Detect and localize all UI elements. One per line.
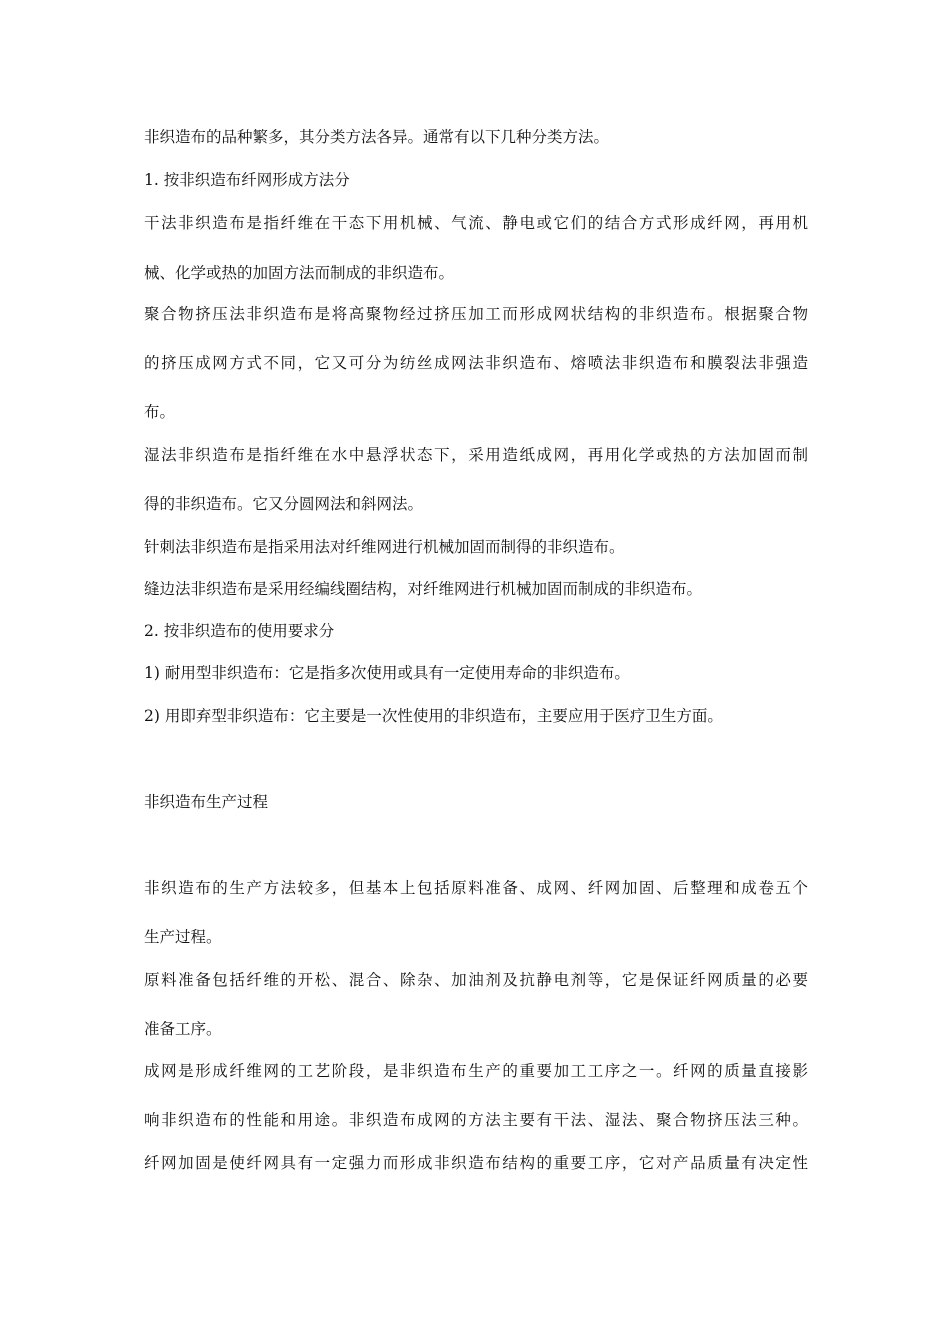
text-line: 干法非织造布是指纤维在干态下用机械、气流、静电或它们的结合方式形成纤网，再用机: [144, 214, 808, 232]
text-line: 湿法非织造布是指纤维在水中悬浮状态下，采用造纸成网，再用化学或热的方法加固而制: [144, 446, 808, 464]
section-heading: 2. 按非织造布的使用要求分: [144, 622, 335, 640]
text-line: 针刺法非织造布是指采用法对纤维网进行机械加固而制得的非织造布。: [144, 538, 625, 556]
text-line: 准备工序。: [144, 1020, 222, 1038]
text-line: 聚合物挤压法非织造布是将高聚物经过挤压加工而形成网状结构的非织造布。根据聚合物: [144, 305, 808, 323]
text-line: 响非织造布的性能和用途。非织造布成网的方法主要有干法、湿法、聚合物挤压法三种。: [144, 1111, 808, 1129]
text-line: 原料准备包括纤维的开松、混合、除杂、加油剂及抗静电剂等，它是保证纤网质量的必要: [144, 971, 808, 989]
text-line: 生产过程。: [144, 928, 222, 946]
text-line: 缝边法非织造布是采用经编线圈结构，对纤维网进行机械加固而制成的非织造布。: [144, 580, 703, 598]
text-line: 的挤压成网方式不同，它又可分为纺丝成网法非织造布、熔喷法非织造布和膜裂法非强造: [144, 354, 808, 372]
list-item: 2) 用即弃型非织造布：它主要是一次性使用的非织造布，主要应用于医疗卫生方面。: [144, 707, 723, 725]
text-line: 纤网加固是使纤网具有一定强力而形成非织造布结构的重要工序，它对产品质量有决定性: [144, 1154, 808, 1172]
text-line: 非织造布的品种繁多，其分类方法各异。通常有以下几种分类方法。: [144, 128, 610, 146]
text-line: 械、化学或热的加固方法而制成的非织造布。: [144, 264, 455, 282]
section-heading: 1. 按非织造布纤网形成方法分: [144, 171, 350, 189]
text-line: 非织造布的生产方法较多，但基本上包括原料准备、成网、纤网加固、后整理和成卷五个: [144, 879, 808, 897]
text-line: 得的非织造布。它又分圆网法和斜网法。: [144, 495, 424, 513]
section-title: 非织造布生产过程: [144, 793, 269, 811]
text-line: 布。: [144, 403, 176, 421]
text-line: 成网是形成纤维网的工艺阶段，是非织造布生产的重要加工工序之一。纤网的质量直接影: [144, 1062, 808, 1080]
list-item: 1) 耐用型非织造布：它是指多次使用或具有一定使用寿命的非织造布。: [144, 664, 630, 682]
